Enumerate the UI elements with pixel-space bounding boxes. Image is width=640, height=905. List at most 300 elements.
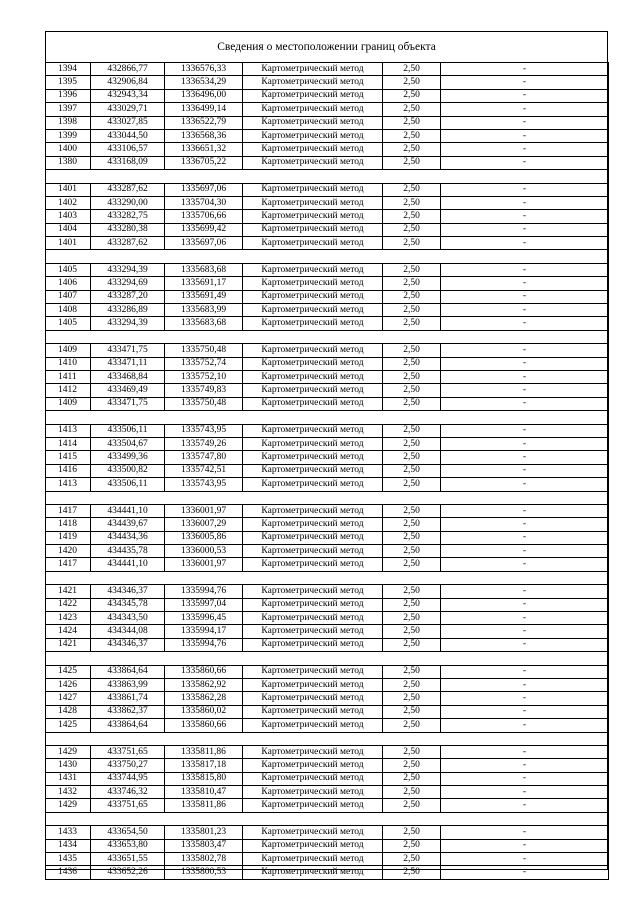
x-coordinate-cell: 434346,37 — [91, 638, 165, 651]
table-row — [46, 156, 609, 169]
x-coordinate-cell: 433654,50 — [91, 826, 165, 839]
method-cell: Картометрический метод — [243, 839, 383, 852]
description-cell: - — [441, 63, 609, 76]
table-row — [46, 504, 609, 517]
description-cell: - — [441, 719, 609, 732]
separator-cell — [165, 732, 243, 745]
accuracy-cell: 2,50 — [383, 478, 441, 491]
accuracy-cell: 2,50 — [383, 866, 441, 879]
point-number-cell: 1412 — [46, 384, 91, 397]
table-row — [46, 451, 609, 464]
point-number-cell: 1413 — [46, 478, 91, 491]
separator-cell — [46, 411, 91, 424]
table-row — [46, 705, 609, 718]
table-row — [46, 317, 609, 330]
separator-cell — [383, 812, 441, 825]
method-cell: Картометрический метод — [243, 344, 383, 357]
separator-cell — [243, 571, 383, 584]
table-row — [46, 772, 609, 785]
accuracy-cell: 2,50 — [383, 223, 441, 236]
separator-cell — [441, 411, 609, 424]
accuracy-cell: 2,50 — [383, 437, 441, 450]
separator-cell — [91, 330, 165, 343]
point-number-cell: 1421 — [46, 638, 91, 651]
point-number-cell: 1417 — [46, 558, 91, 571]
method-cell: Картометрический метод — [243, 745, 383, 758]
accuracy-cell: 2,50 — [383, 531, 441, 544]
y-coordinate-cell: 1335691,17 — [165, 277, 243, 290]
x-coordinate-cell: 433863,99 — [91, 678, 165, 691]
x-coordinate-cell: 433751,65 — [91, 799, 165, 812]
accuracy-cell: 2,50 — [383, 705, 441, 718]
accuracy-cell: 2,50 — [383, 317, 441, 330]
point-number-cell: 1421 — [46, 585, 91, 598]
accuracy-cell: 2,50 — [383, 518, 441, 531]
method-cell: Картометрический метод — [243, 518, 383, 531]
separator-cell — [243, 732, 383, 745]
method-cell: Картометрический метод — [243, 545, 383, 558]
point-number-cell: 1404 — [46, 223, 91, 236]
method-cell: Картометрический метод — [243, 504, 383, 517]
accuracy-cell: 2,50 — [383, 786, 441, 799]
separator-cell — [441, 571, 609, 584]
group-separator-row — [46, 330, 609, 343]
accuracy-cell: 2,50 — [383, 424, 441, 437]
table-row — [46, 853, 609, 866]
separator-cell — [383, 250, 441, 263]
x-coordinate-cell: 432906,84 — [91, 76, 165, 89]
table-row — [46, 692, 609, 705]
x-coordinate-cell: 433471,75 — [91, 397, 165, 410]
x-coordinate-cell: 433027,85 — [91, 116, 165, 129]
point-number-cell: 1434 — [46, 839, 91, 852]
point-number-cell: 1399 — [46, 129, 91, 142]
x-coordinate-cell: 433744,95 — [91, 772, 165, 785]
y-coordinate-cell: 1335817,18 — [165, 759, 243, 772]
x-coordinate-cell: 433294,39 — [91, 317, 165, 330]
x-coordinate-cell: 433287,62 — [91, 237, 165, 250]
x-coordinate-cell: 433506,11 — [91, 424, 165, 437]
separator-cell — [441, 491, 609, 504]
accuracy-cell: 2,50 — [383, 545, 441, 558]
y-coordinate-cell: 1336007,29 — [165, 518, 243, 531]
accuracy-cell: 2,50 — [383, 799, 441, 812]
x-coordinate-cell: 433651,55 — [91, 853, 165, 866]
table-row — [46, 638, 609, 651]
accuracy-cell: 2,50 — [383, 598, 441, 611]
description-cell: - — [441, 357, 609, 370]
point-number-cell: 1424 — [46, 625, 91, 638]
point-number-cell: 1422 — [46, 598, 91, 611]
y-coordinate-cell: 1335697,06 — [165, 183, 243, 196]
description-cell: - — [441, 437, 609, 450]
description-cell: - — [441, 317, 609, 330]
table-row — [46, 625, 609, 638]
accuracy-cell: 2,50 — [383, 129, 441, 142]
y-coordinate-cell: 1336005,86 — [165, 531, 243, 544]
method-cell: Картометрический метод — [243, 143, 383, 156]
x-coordinate-cell: 433282,75 — [91, 210, 165, 223]
accuracy-cell: 2,50 — [383, 504, 441, 517]
description-cell: - — [441, 384, 609, 397]
x-coordinate-cell: 434346,37 — [91, 585, 165, 598]
description-cell: - — [441, 451, 609, 464]
y-coordinate-cell: 1335994,76 — [165, 638, 243, 651]
description-cell: - — [441, 263, 609, 276]
accuracy-cell: 2,50 — [383, 745, 441, 758]
y-coordinate-cell: 1335749,83 — [165, 384, 243, 397]
table-row — [46, 89, 609, 102]
y-coordinate-cell: 1336000,53 — [165, 545, 243, 558]
accuracy-cell: 2,50 — [383, 719, 441, 732]
description-cell: - — [441, 759, 609, 772]
separator-cell — [441, 250, 609, 263]
x-coordinate-cell: 433106,57 — [91, 143, 165, 156]
table-row — [46, 531, 609, 544]
y-coordinate-cell: 1336001,97 — [165, 558, 243, 571]
description-cell: - — [441, 638, 609, 651]
table-row — [46, 558, 609, 571]
y-coordinate-cell: 1335750,48 — [165, 397, 243, 410]
accuracy-cell: 2,50 — [383, 826, 441, 839]
description-cell: - — [441, 304, 609, 317]
y-coordinate-cell: 1336001,97 — [165, 504, 243, 517]
description-cell: - — [441, 478, 609, 491]
method-cell: Картометрический метод — [243, 357, 383, 370]
x-coordinate-cell: 433280,38 — [91, 223, 165, 236]
method-cell: Картометрический метод — [243, 370, 383, 383]
separator-cell — [46, 571, 91, 584]
accuracy-cell: 2,50 — [383, 63, 441, 76]
x-coordinate-cell: 432866,77 — [91, 63, 165, 76]
accuracy-cell: 2,50 — [383, 76, 441, 89]
x-coordinate-cell: 433471,75 — [91, 344, 165, 357]
y-coordinate-cell: 1335743,95 — [165, 478, 243, 491]
description-cell: - — [441, 839, 609, 852]
description-cell: - — [441, 237, 609, 250]
point-number-cell: 1411 — [46, 370, 91, 383]
method-cell: Картометрический метод — [243, 290, 383, 303]
description-cell: - — [441, 464, 609, 477]
table-row — [46, 585, 609, 598]
group-separator-row — [46, 170, 609, 183]
x-coordinate-cell: 433653,80 — [91, 839, 165, 852]
accuracy-cell: 2,50 — [383, 558, 441, 571]
table-row — [46, 357, 609, 370]
y-coordinate-cell: 1335706,66 — [165, 210, 243, 223]
description-cell: - — [441, 183, 609, 196]
x-coordinate-cell: 433029,71 — [91, 103, 165, 116]
description-cell: - — [441, 143, 609, 156]
accuracy-cell: 2,50 — [383, 384, 441, 397]
method-cell: Картометрический метод — [243, 263, 383, 276]
description-cell: - — [441, 504, 609, 517]
y-coordinate-cell: 1335810,47 — [165, 786, 243, 799]
group-separator-row — [46, 411, 609, 424]
x-coordinate-cell: 432943,34 — [91, 89, 165, 102]
x-coordinate-cell: 433751,65 — [91, 745, 165, 758]
method-cell: Картометрический метод — [243, 424, 383, 437]
separator-cell — [165, 652, 243, 665]
description-cell: - — [441, 612, 609, 625]
table-row — [46, 424, 609, 437]
table-row — [46, 478, 609, 491]
accuracy-cell: 2,50 — [383, 772, 441, 785]
separator-cell — [46, 652, 91, 665]
point-number-cell: 1410 — [46, 357, 91, 370]
table-row — [46, 290, 609, 303]
separator-cell — [165, 411, 243, 424]
x-coordinate-cell: 433294,39 — [91, 263, 165, 276]
point-number-cell: 1406 — [46, 277, 91, 290]
y-coordinate-cell: 1335994,17 — [165, 625, 243, 638]
x-coordinate-cell: 433504,67 — [91, 437, 165, 450]
point-number-cell: 1426 — [46, 678, 91, 691]
point-number-cell: 1429 — [46, 799, 91, 812]
separator-cell — [91, 812, 165, 825]
point-number-cell: 1380 — [46, 156, 91, 169]
table-row — [46, 598, 609, 611]
x-coordinate-cell: 433746,32 — [91, 786, 165, 799]
y-coordinate-cell: 1335997,04 — [165, 598, 243, 611]
x-coordinate-cell: 434439,67 — [91, 518, 165, 531]
point-number-cell: 1433 — [46, 826, 91, 839]
accuracy-cell: 2,50 — [383, 116, 441, 129]
separator-cell — [441, 330, 609, 343]
method-cell: Картометрический метод — [243, 612, 383, 625]
y-coordinate-cell: 1336651,32 — [165, 143, 243, 156]
method-cell: Картометрический метод — [243, 866, 383, 879]
method-cell: Картометрический метод — [243, 223, 383, 236]
point-number-cell: 1423 — [46, 612, 91, 625]
separator-cell — [243, 330, 383, 343]
table-row — [46, 839, 609, 852]
x-coordinate-cell: 433506,11 — [91, 478, 165, 491]
y-coordinate-cell: 1335683,99 — [165, 304, 243, 317]
y-coordinate-cell: 1335742,51 — [165, 464, 243, 477]
separator-cell — [243, 250, 383, 263]
method-cell: Картометрический метод — [243, 826, 383, 839]
table-row — [46, 612, 609, 625]
method-cell: Картометрический метод — [243, 625, 383, 638]
method-cell: Картометрический метод — [243, 196, 383, 209]
table-row — [46, 129, 609, 142]
method-cell: Картометрический метод — [243, 464, 383, 477]
point-number-cell: 1414 — [46, 437, 91, 450]
method-cell: Картометрический метод — [243, 437, 383, 450]
x-coordinate-cell: 434435,78 — [91, 545, 165, 558]
y-coordinate-cell: 1335752,10 — [165, 370, 243, 383]
accuracy-cell: 2,50 — [383, 290, 441, 303]
table-row — [46, 76, 609, 89]
accuracy-cell: 2,50 — [383, 210, 441, 223]
point-number-cell: 1429 — [46, 745, 91, 758]
table-row — [46, 196, 609, 209]
accuracy-cell: 2,50 — [383, 397, 441, 410]
y-coordinate-cell: 1336499,14 — [165, 103, 243, 116]
group-separator-row — [46, 571, 609, 584]
point-number-cell: 1430 — [46, 759, 91, 772]
point-number-cell: 1405 — [46, 263, 91, 276]
x-coordinate-cell: 434441,10 — [91, 504, 165, 517]
method-cell: Картометрический метод — [243, 317, 383, 330]
x-coordinate-cell: 433294,69 — [91, 277, 165, 290]
separator-cell — [91, 411, 165, 424]
description-cell: - — [441, 625, 609, 638]
y-coordinate-cell: 1335994,76 — [165, 585, 243, 598]
point-number-cell: 1428 — [46, 705, 91, 718]
point-number-cell: 1407 — [46, 290, 91, 303]
accuracy-cell: 2,50 — [383, 89, 441, 102]
separator-cell — [165, 170, 243, 183]
method-cell: Картометрический метод — [243, 759, 383, 772]
y-coordinate-cell: 1335683,68 — [165, 317, 243, 330]
description-cell: - — [441, 116, 609, 129]
y-coordinate-cell: 1336705,22 — [165, 156, 243, 169]
separator-cell — [383, 571, 441, 584]
separator-cell — [46, 170, 91, 183]
x-coordinate-cell: 434344,08 — [91, 625, 165, 638]
description-cell: - — [441, 397, 609, 410]
point-number-cell: 1427 — [46, 692, 91, 705]
accuracy-cell: 2,50 — [383, 612, 441, 625]
y-coordinate-cell: 1336576,33 — [165, 63, 243, 76]
method-cell: Картометрический метод — [243, 384, 383, 397]
y-coordinate-cell: 1335691,49 — [165, 290, 243, 303]
x-coordinate-cell: 433862,37 — [91, 705, 165, 718]
description-cell: - — [441, 772, 609, 785]
description-cell: - — [441, 129, 609, 142]
point-number-cell: 1408 — [46, 304, 91, 317]
accuracy-cell: 2,50 — [383, 304, 441, 317]
y-coordinate-cell: 1335683,68 — [165, 263, 243, 276]
group-separator-row — [46, 732, 609, 745]
point-number-cell: 1394 — [46, 63, 91, 76]
accuracy-cell: 2,50 — [383, 277, 441, 290]
table-row — [46, 745, 609, 758]
separator-cell — [383, 491, 441, 504]
y-coordinate-cell: 1335803,47 — [165, 839, 243, 852]
description-cell: - — [441, 531, 609, 544]
method-cell: Картометрический метод — [243, 116, 383, 129]
description-cell: - — [441, 89, 609, 102]
method-cell: Картометрический метод — [243, 237, 383, 250]
table-row — [46, 799, 609, 812]
description-cell: - — [441, 156, 609, 169]
x-coordinate-cell: 433499,36 — [91, 451, 165, 464]
point-number-cell: 1419 — [46, 531, 91, 544]
x-coordinate-cell: 433287,62 — [91, 183, 165, 196]
table-body — [46, 63, 609, 880]
separator-cell — [441, 732, 609, 745]
separator-cell — [91, 250, 165, 263]
point-number-cell: 1417 — [46, 504, 91, 517]
method-cell: Картометрический метод — [243, 665, 383, 678]
y-coordinate-cell: 1335862,28 — [165, 692, 243, 705]
method-cell: Картометрический метод — [243, 799, 383, 812]
method-cell: Картометрический метод — [243, 719, 383, 732]
description-cell: - — [441, 826, 609, 839]
description-cell: - — [441, 678, 609, 691]
point-number-cell: 1401 — [46, 237, 91, 250]
point-number-cell: 1405 — [46, 317, 91, 330]
description-cell: - — [441, 853, 609, 866]
x-coordinate-cell: 433287,20 — [91, 290, 165, 303]
separator-cell — [441, 170, 609, 183]
table-row — [46, 344, 609, 357]
y-coordinate-cell: 1335743,95 — [165, 424, 243, 437]
point-number-cell: 1413 — [46, 424, 91, 437]
accuracy-cell: 2,50 — [383, 625, 441, 638]
point-number-cell: 1425 — [46, 665, 91, 678]
method-cell: Картометрический метод — [243, 103, 383, 116]
method-cell: Картометрический метод — [243, 558, 383, 571]
separator-cell — [243, 491, 383, 504]
x-coordinate-cell: 433861,74 — [91, 692, 165, 705]
method-cell: Картометрический метод — [243, 183, 383, 196]
point-number-cell: 1395 — [46, 76, 91, 89]
separator-cell — [91, 571, 165, 584]
description-cell: - — [441, 424, 609, 437]
description-cell: - — [441, 518, 609, 531]
table-row — [46, 304, 609, 317]
description-cell: - — [441, 545, 609, 558]
description-cell: - — [441, 370, 609, 383]
y-coordinate-cell: 1335996,45 — [165, 612, 243, 625]
document-sheet — [45, 31, 608, 878]
table-row — [46, 518, 609, 531]
method-cell: Картометрический метод — [243, 786, 383, 799]
table-row — [46, 384, 609, 397]
accuracy-cell: 2,50 — [383, 103, 441, 116]
y-coordinate-cell: 1335749,26 — [165, 437, 243, 450]
y-coordinate-cell: 1335752,74 — [165, 357, 243, 370]
y-coordinate-cell: 1335811,86 — [165, 799, 243, 812]
x-coordinate-cell: 434434,36 — [91, 531, 165, 544]
y-coordinate-cell: 1335860,66 — [165, 719, 243, 732]
separator-cell — [243, 652, 383, 665]
table-row — [46, 143, 609, 156]
point-number-cell: 1400 — [46, 143, 91, 156]
separator-cell — [165, 812, 243, 825]
table-row — [46, 464, 609, 477]
x-coordinate-cell: 433168,09 — [91, 156, 165, 169]
accuracy-cell: 2,50 — [383, 665, 441, 678]
separator-cell — [243, 170, 383, 183]
accuracy-cell: 2,50 — [383, 344, 441, 357]
method-cell: Картометрический метод — [243, 853, 383, 866]
description-cell: - — [441, 290, 609, 303]
table-row — [46, 183, 609, 196]
x-coordinate-cell: 434345,78 — [91, 598, 165, 611]
description-cell: - — [441, 705, 609, 718]
y-coordinate-cell: 1336534,29 — [165, 76, 243, 89]
separator-cell — [165, 571, 243, 584]
separator-cell — [383, 411, 441, 424]
y-coordinate-cell: 1336568,36 — [165, 129, 243, 142]
method-cell: Картометрический метод — [243, 76, 383, 89]
y-coordinate-cell: 1336496,00 — [165, 89, 243, 102]
table-row — [46, 237, 609, 250]
method-cell: Картометрический метод — [243, 397, 383, 410]
table-row — [46, 786, 609, 799]
table-row — [46, 103, 609, 116]
x-coordinate-cell: 433044,50 — [91, 129, 165, 142]
method-cell: Картометрический метод — [243, 210, 383, 223]
description-cell: - — [441, 665, 609, 678]
x-coordinate-cell: 433750,27 — [91, 759, 165, 772]
description-cell: - — [441, 277, 609, 290]
